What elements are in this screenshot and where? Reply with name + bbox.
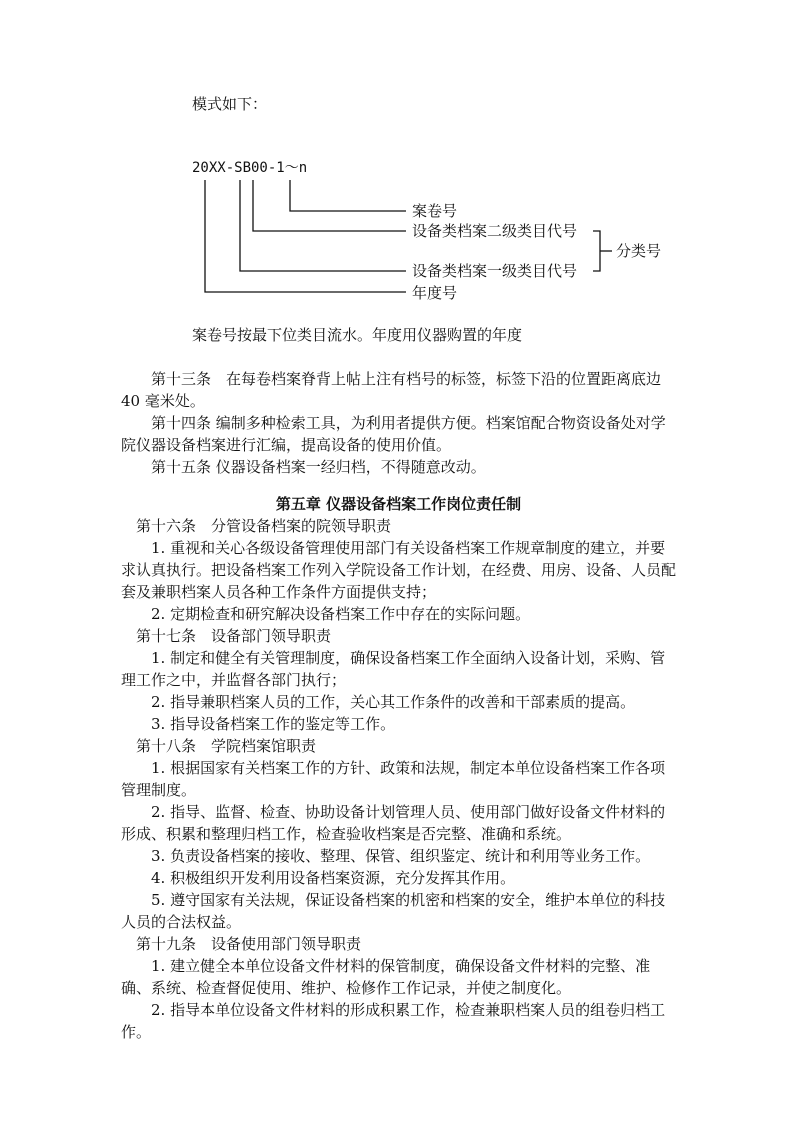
list-item: 2. 指导兼职档案人员的工作，关心其工作条件的改善和干部素质的提高。 xyxy=(151,693,636,711)
list-item: 1. 建立健全本单位设备文件材料的保管制度，确保设备文件材料的完整、准确、系统、检查督促使用、维护、检修作工作记录，并使之制度化。 xyxy=(121,957,651,997)
list-item: 2. 定期检查和研究解决设备档案工作中存在的实际问题。 xyxy=(151,605,531,623)
list-item: 4. 积极组织开发利用设备档案资源，充分发挥其作用。 xyxy=(151,869,516,887)
label-level1-code: 设备类档案一级类目代号 xyxy=(412,262,578,280)
section-heading: 第十九条 设备使用部门领导职责 xyxy=(136,935,362,953)
list-item: 1. 制定和健全有关管理制度，确保设备档案工作全面纳入设备计划，采购、管理工作之中，并监督各部门执行； xyxy=(121,649,666,689)
section-heading: 第十七条 设备部门领导职责 xyxy=(136,627,332,645)
chapter-title: 第五章 仪器设备档案工作岗位责任制 xyxy=(275,495,522,513)
archive-code: 20XX-SB00-1～n xyxy=(192,160,308,176)
label-case-number: 案卷号 xyxy=(412,202,458,220)
article-14: 第十四条 编制多种检索工具，为利用者提供方便。档案馆配合物资设备处对学院仪器设备档案进行汇编，提高设备的使用价值。 xyxy=(121,414,666,454)
chapter-five xyxy=(121,493,676,1043)
label-level2-code: 设备类档案二级类目代号 xyxy=(412,222,578,240)
list-item: 1. 根据国家有关档案工作的方针、政策和法规，制定本单位设备档案工作各项管理制度。 xyxy=(121,759,666,799)
article-15: 第十五条 仪器设备档案一经归档，不得随意改动。 xyxy=(151,458,486,476)
intro-text: 模式如下： xyxy=(192,95,268,113)
list-item: 2. 指导本单位设备文件材料的形成积累工作，检查兼职档案人员的组卷归档工作。 xyxy=(121,1001,666,1041)
list-item: 2. 指导、监督、检查、协助设备计划管理人员、使用部门做好设备文件材料的形成、积累和整理归档工作，检查验收档案是否完整、准确和系统。 xyxy=(121,803,666,843)
section-heading: 第十六条 分管设备档案的院领导职责 xyxy=(136,517,392,535)
diagram-note: 案卷号按最下位类目流水。年度用仪器购置的年度 xyxy=(192,326,523,344)
list-item: 3. 负责设备档案的接收、整理、保管、组织鉴定、统计和利用等业务工作。 xyxy=(151,847,651,865)
list-item: 1. 重视和关心各级设备管理使用部门有关设备档案工作规章制度的建立，并要求认真执行。把设备档案工作列入学院设备工作计划，在经费、用房、设备、人员配套及兼职档案人员各种工作条件方面提供支持； xyxy=(121,539,677,601)
list-item: 5. 遵守国家有关法规，保证设备档案的机密和档案的安全，维护本单位的科技人员的合法权益。 xyxy=(121,891,666,931)
list-item: 3. 指导设备档案工作的鉴定等工作。 xyxy=(151,715,396,733)
articles-top xyxy=(121,368,676,478)
label-year: 年度号 xyxy=(412,284,458,302)
article-13: 第十三条 在每卷档案脊背上帖上注有档号的标签，标签下沿的位置距离底边 40 毫米处。 xyxy=(121,370,662,410)
label-classification: 分类号 xyxy=(616,242,662,260)
section-heading: 第十八条 学院档案馆职责 xyxy=(136,737,317,755)
